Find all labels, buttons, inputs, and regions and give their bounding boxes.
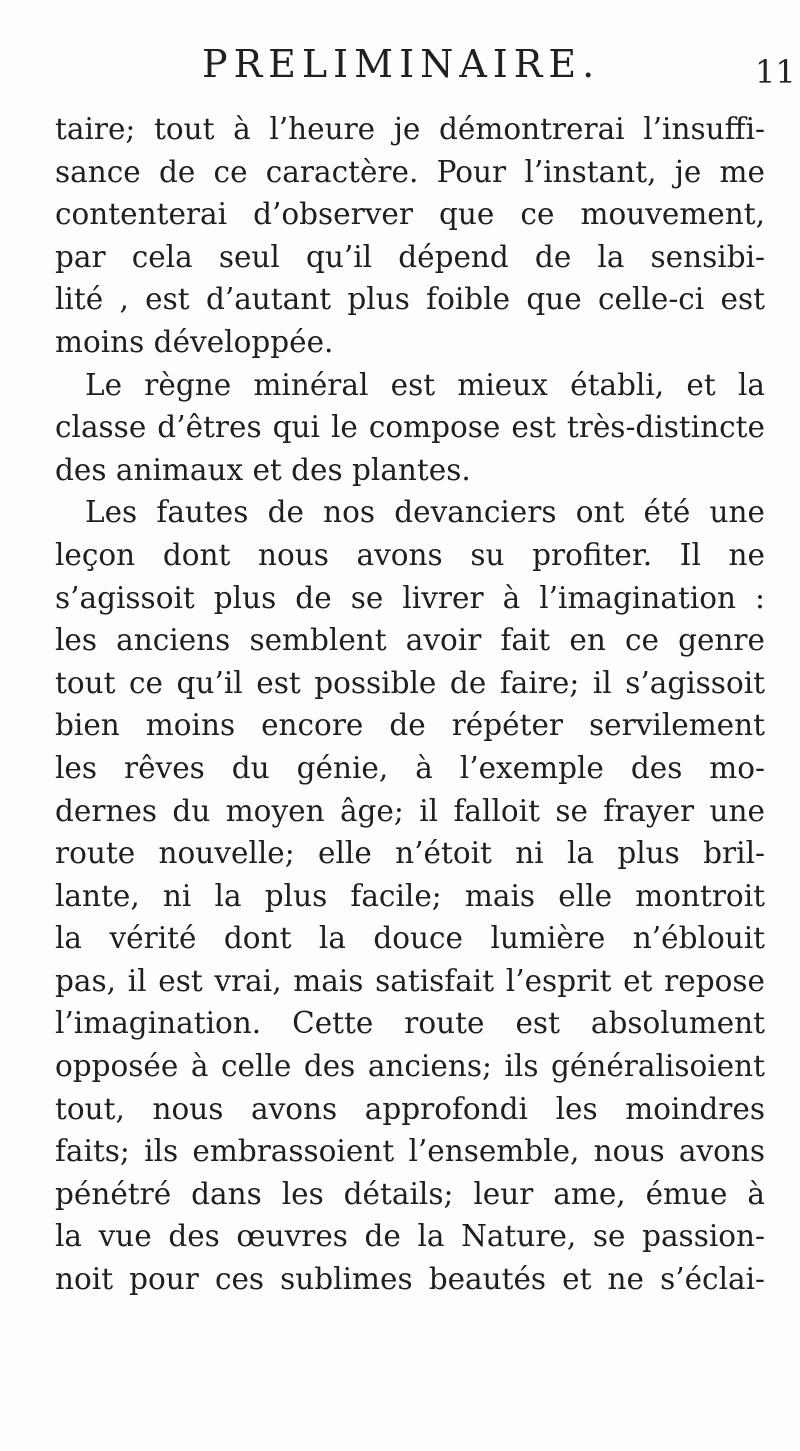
- text-line: s’agissoit plus de se livrer à l’imagination :: [55, 580, 765, 615]
- text-line: faits; ils embrassoient l’ensemble, nous avons: [55, 1134, 765, 1169]
- body-text: [55, 108, 765, 1301]
- running-head: [0, 42, 800, 92]
- text-line: taire; tout à l’heure je démontrerai l’insuffi-: [55, 112, 765, 146]
- text-line: leçon dont nous avons su profiter. Il ne: [55, 537, 765, 572]
- text-line: les rêves du génie, à l’exemple des mo-: [55, 750, 765, 785]
- text-line: la vérité dont la douce lumière n’éblouit: [55, 921, 765, 956]
- text-line: pénétré dans les détails; leur ame, émue à: [55, 1176, 765, 1211]
- text-line: tout, nous avons approfondi les moindres: [55, 1091, 765, 1126]
- text-line: bien moins encore de répéter servilement: [55, 708, 765, 743]
- page-number: 11: [755, 53, 796, 91]
- text-line: les anciens semblent avoir fait en ce genre: [55, 623, 765, 658]
- text-line: tout ce qu’il est possible de faire; il s’agissoit: [55, 665, 765, 700]
- text-line: classe d’êtres qui le compose est très-distincte: [55, 410, 765, 445]
- text-line: des animaux et des plantes.: [55, 452, 471, 487]
- text-line: l’imagination. Cette route est absolument: [55, 1006, 765, 1041]
- text-line: sance de ce caractère. Pour l’instant, je me: [55, 154, 765, 189]
- text-line: par cela seul qu’il dépend de la sensibi-: [55, 239, 765, 274]
- text-line: dernes du moyen âge; il falloit se frayer une: [55, 793, 765, 828]
- text-line: la vue des œuvres de la Nature, se passion-: [55, 1219, 765, 1254]
- text-line: route nouvelle; elle n’étoit ni la plus bril-: [55, 836, 765, 871]
- text-line: opposée à celle des anciens; ils généralisoient: [55, 1049, 765, 1084]
- running-title: PRELIMINAIRE.: [202, 42, 601, 86]
- text-line: lité , est d’autant plus foible que celle-ci est: [55, 282, 765, 317]
- text-line: moins développée.: [55, 324, 334, 359]
- text-line: contenterai d’observer que ce mouvement,: [55, 197, 765, 232]
- text-line: Les fautes de nos devanciers ont été une: [85, 495, 765, 530]
- text-line: lante, ni la plus facile; mais elle montroit: [55, 878, 765, 913]
- text-line: pas, il est vrai, mais satisfait l’esprit et repose: [55, 963, 765, 998]
- text-line: noit pour ces sublimes beautés et ne s’éclai-: [55, 1262, 765, 1297]
- text-line: Le règne minéral est mieux établi, et la: [85, 367, 765, 402]
